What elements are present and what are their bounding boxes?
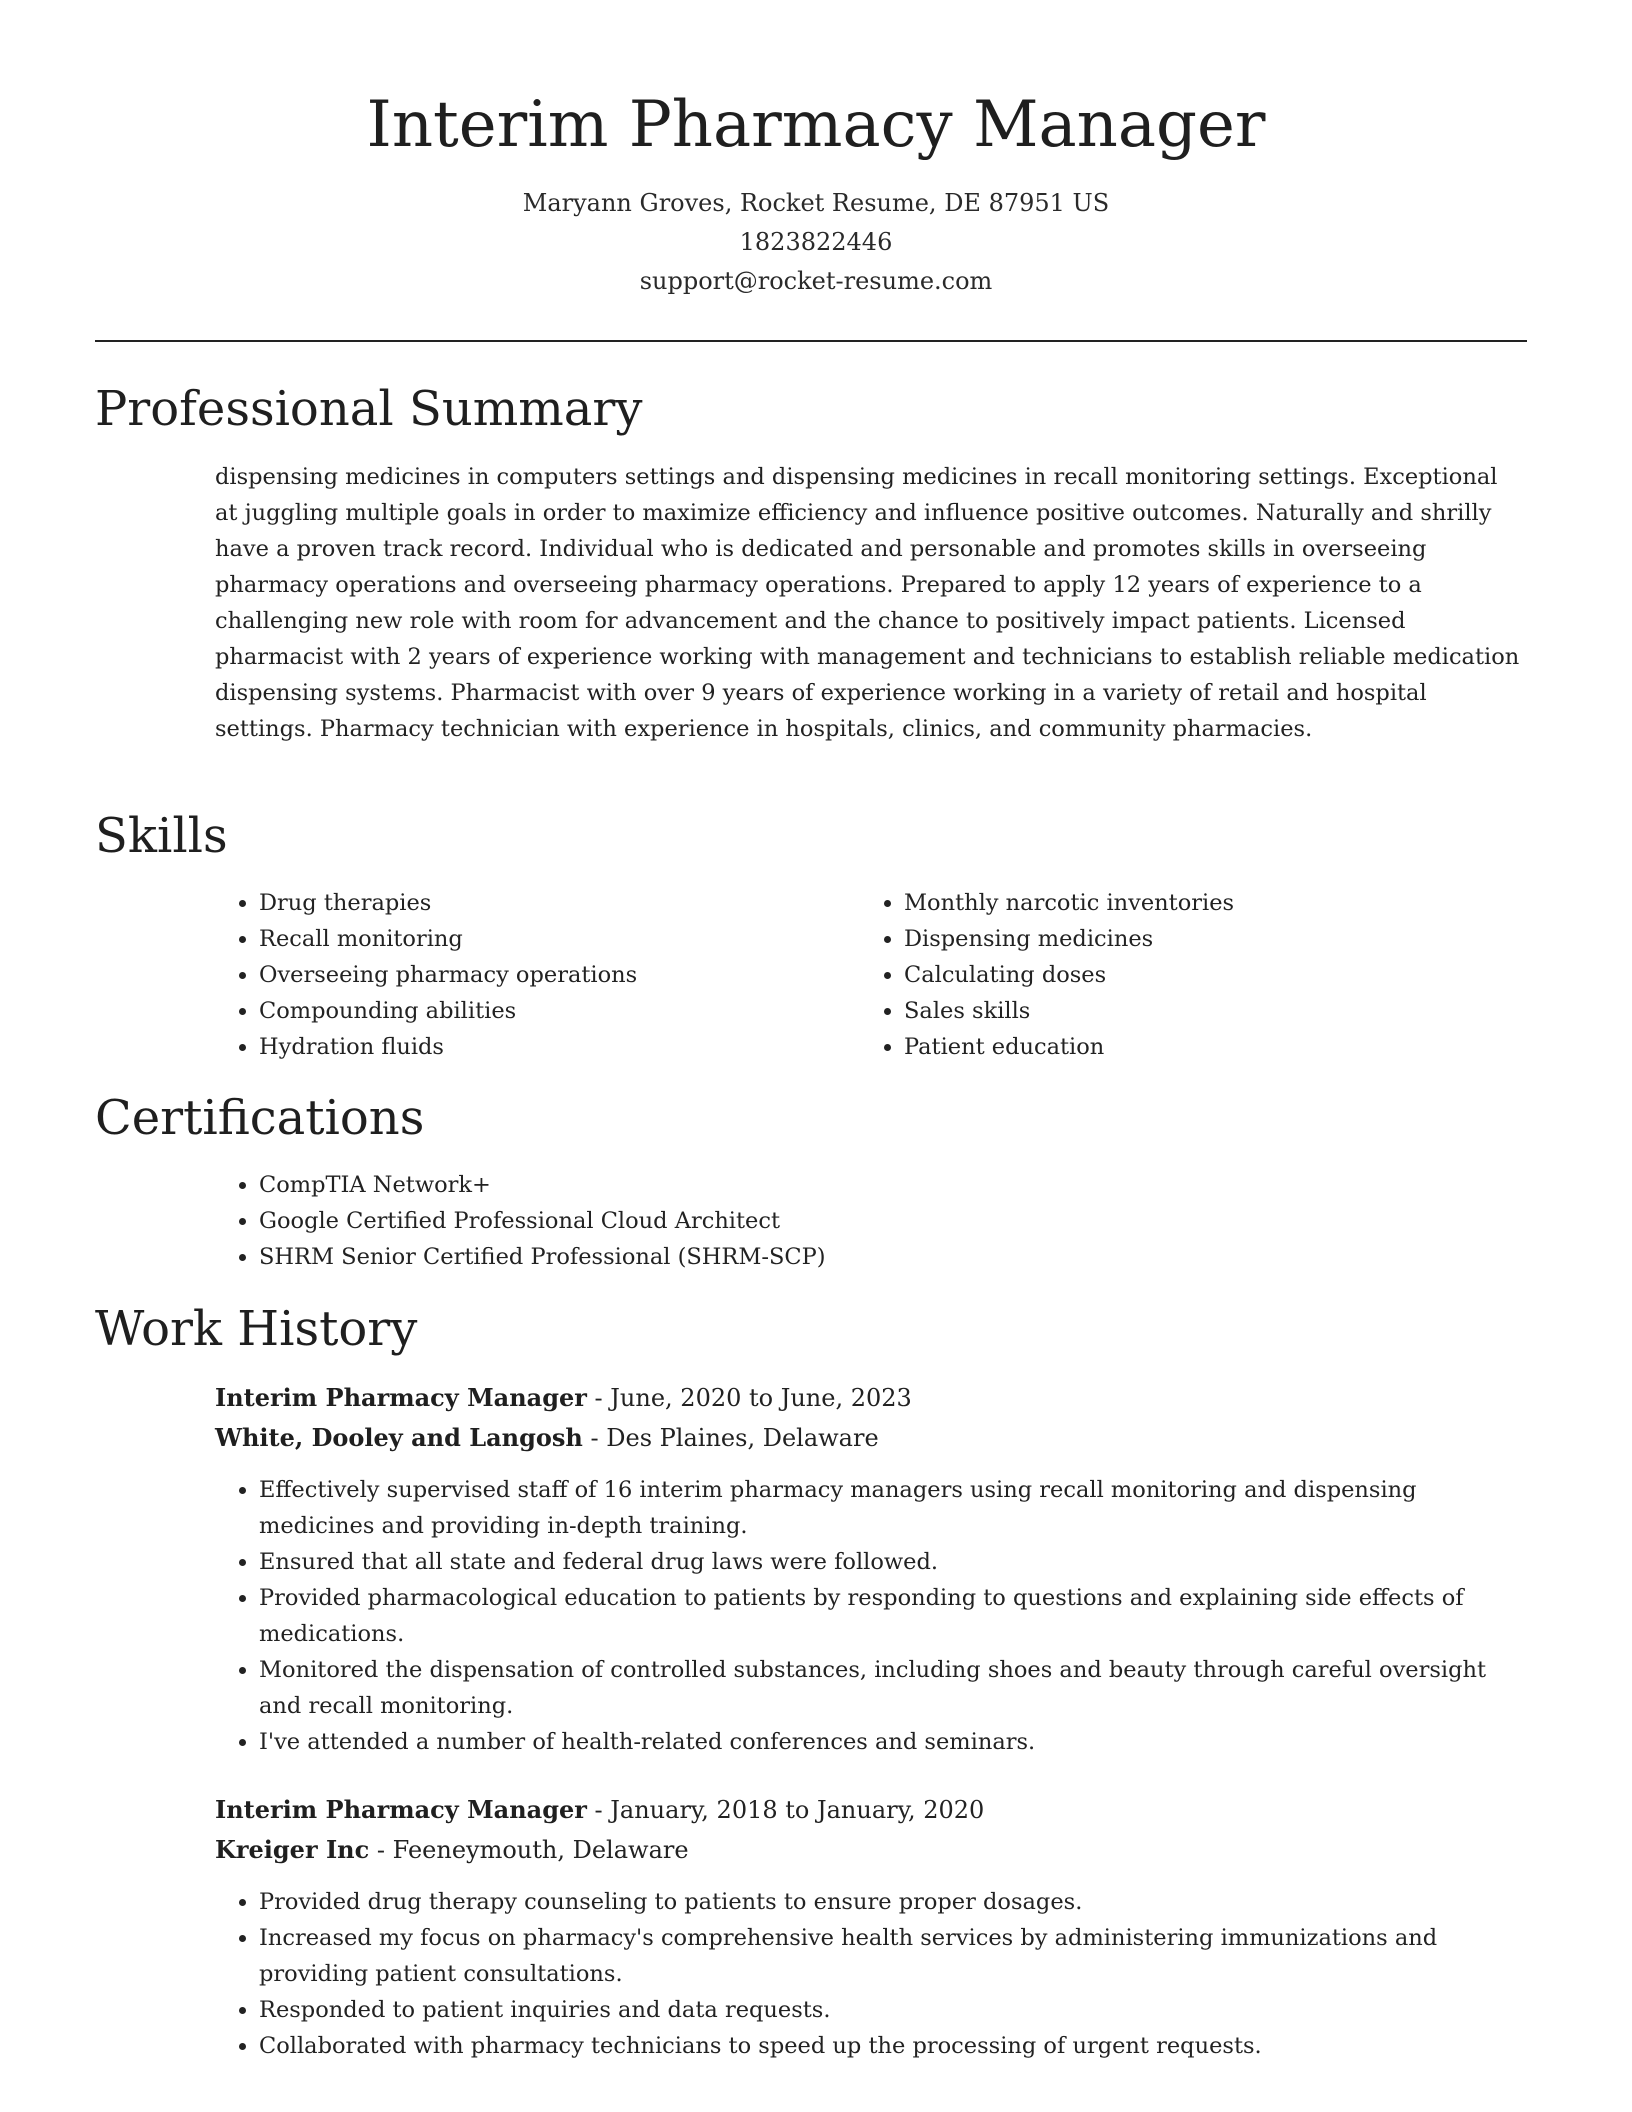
job-bullet: • Collaborated with pharmacy technicians to speed up the processing of urgent requests.	[259, 2028, 1535, 2064]
job-header	[215, 1378, 1525, 1458]
skill-item: • Dispensing medicines	[904, 921, 1500, 957]
header-divider	[95, 340, 1527, 342]
job-company-line	[215, 1830, 1525, 1870]
job-title: Interim Pharmacy Manager	[215, 1383, 587, 1412]
certifications-list	[215, 1167, 1415, 1275]
skill-item: • Hydration fluids	[259, 1029, 855, 1065]
job-dates: June, 2020 to June, 2023	[610, 1384, 912, 1412]
job-bullet: • I've attended a number of health-related conferences and seminars.	[259, 1724, 1535, 1760]
job-separator: -	[594, 1384, 611, 1412]
job-location: Feeneymouth, Delaware	[392, 1836, 689, 1864]
job-separator: -	[594, 1796, 611, 1824]
job-bullet: • Provided drug therapy counseling to patients to ensure proper dosages.	[259, 1884, 1535, 1920]
job-bullet: • Monitored the dispensation of controlled substances, including shoes and beauty through careful oversight and recall monitoring.	[259, 1652, 1535, 1724]
resume-title: Interim Pharmacy Manager	[366, 88, 1266, 162]
skill-item: • Sales skills	[904, 993, 1500, 1029]
job-separator: -	[590, 1424, 607, 1452]
job-company: Kreiger Inc	[215, 1835, 370, 1864]
certification-item: • Google Certified Professional Cloud Architect	[259, 1203, 1415, 1239]
phone-number: 1823822446	[739, 228, 893, 256]
certifications-heading: Certifications	[95, 1090, 425, 1146]
job-dates: January, 2018 to January, 2020	[610, 1796, 985, 1824]
job-bullet: • Responded to patient inquiries and data requests.	[259, 1992, 1535, 2028]
job-company-line	[215, 1418, 1525, 1458]
job-bullet: • Provided pharmacological education to patients by responding to questions and explaining side effects of medications.	[259, 1580, 1535, 1652]
job-title-line	[215, 1378, 1525, 1418]
job-title-line	[215, 1790, 1525, 1830]
skill-item: • Compounding abilities	[259, 993, 855, 1029]
skills-heading: Skills	[95, 808, 228, 864]
address-line: Maryann Groves, Rocket Resume, DE 87951 US	[522, 189, 1110, 217]
summary-heading: Professional Summary	[95, 381, 643, 437]
skill-item: • Patient education	[904, 1029, 1500, 1065]
summary-text: dispensing medicines in computers settings and dispensing medicines in recall monitoring settings. Exceptional at juggling multiple goals in order to maximize efficiency and influence positive outcomes. Naturally and shrilly have a proven track record. Individual who is dedicated and personable and promotes skills in overseeing pharmacy operations and overseeing pharmacy operations. Prepared to apply 12 years of experience to a challenging new role with room for advancement and the chance to positively impact patients. Licensed pharmacist with 2 years of experience working with management and technicians to establish reliable medication dispensing systems. Pharmacist with over 9 years of experience working in a variety of retail and hospital settings. Pharmacy technician with experience in hospitals, clinics, and community pharmacies.	[215, 464, 1520, 742]
job-bullets	[215, 1884, 1535, 2064]
certification-item: • SHRM Senior Certified Professional (SHRM-SCP)	[259, 1239, 1415, 1275]
skill-item: • Overseeing pharmacy operations	[259, 957, 855, 993]
job-location: Des Plaines, Delaware	[606, 1424, 879, 1452]
job-bullets	[215, 1472, 1535, 1760]
skill-item: • Calculating doses	[904, 957, 1500, 993]
job-separator: -	[376, 1836, 393, 1864]
job-header	[215, 1790, 1525, 1870]
job-title: Interim Pharmacy Manager	[215, 1795, 587, 1824]
contact-block	[0, 184, 1632, 301]
job-bullet: • Effectively supervised staff of 16 interim pharmacy managers using recall monitoring and dispensing medicines and providing in-depth training.	[259, 1472, 1535, 1544]
skills-column-left	[215, 885, 855, 1065]
skill-item: • Drug therapies	[259, 885, 855, 921]
job-bullet: • Increased my focus on pharmacy's comprehensive health services by administering immunizations and providing patient consultations.	[259, 1920, 1535, 1992]
skill-item: • Recall monitoring	[259, 921, 855, 957]
email-address: support@rocket-resume.com	[639, 267, 993, 295]
resume-header	[0, 80, 1632, 301]
job-bullet: • Ensured that all state and federal drug laws were followed.	[259, 1544, 1535, 1580]
skill-item: • Monthly narcotic inventories	[904, 885, 1500, 921]
job-company: White, Dooley and Langosh	[215, 1423, 583, 1452]
skills-column-right	[860, 885, 1500, 1065]
certification-item: • CompTIA Network+	[259, 1167, 1415, 1203]
work-history-heading: Work History	[95, 1301, 418, 1357]
